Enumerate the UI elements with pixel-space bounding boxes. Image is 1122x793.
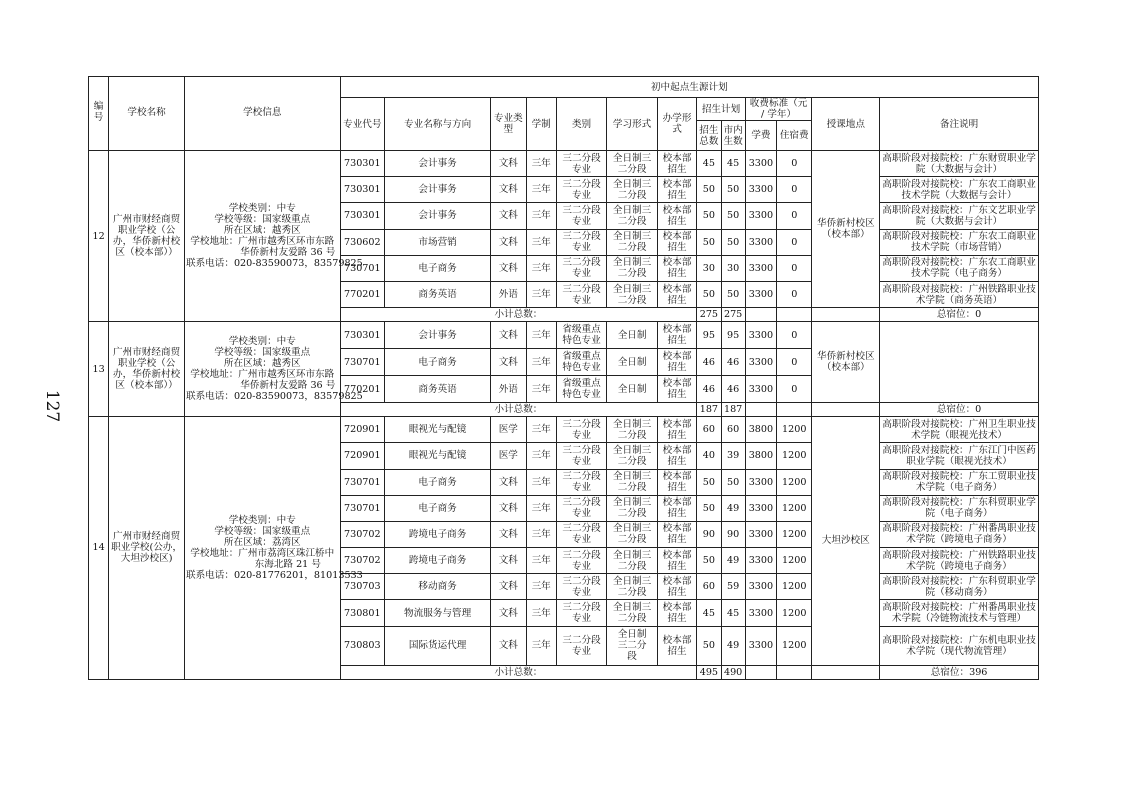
major-code: 720901 xyxy=(340,443,384,469)
major-code: 730301 xyxy=(340,151,384,177)
major-code: 720901 xyxy=(340,417,384,443)
school-no: 12 xyxy=(89,151,109,322)
category: 三二分段专业 xyxy=(556,281,607,307)
enroll-total: 50 xyxy=(697,229,721,255)
school-level: 学校等级：国家级重点 xyxy=(214,347,311,359)
major-type: 医学 xyxy=(491,417,526,443)
study-form: 全日制三二分段 xyxy=(607,626,658,665)
header-major-name: 专业名称与方向 xyxy=(385,98,491,151)
enroll-total: 60 xyxy=(697,574,721,600)
major-type: 外语 xyxy=(491,376,526,403)
header-tuition: 学费 xyxy=(745,121,776,151)
enroll-total: 95 xyxy=(697,322,721,349)
subtotal-tuition xyxy=(745,308,776,322)
remark: 高职阶段对接院校：广东农工商职业技术学院（大数据与会计） xyxy=(880,177,1039,203)
header-school-name: 学校名称 xyxy=(109,77,185,151)
header-plan-title: 初中起点生源计划 xyxy=(340,77,1038,98)
study-form: 全日制三二分段 xyxy=(607,281,658,307)
lodging: 0 xyxy=(777,229,812,255)
major-type: 文科 xyxy=(491,203,526,229)
major-name: 商务英语 xyxy=(385,376,491,403)
duration: 三年 xyxy=(526,177,556,203)
remark: 高职阶段对接院校：广州卫生职业技术学院（眼视光技术） xyxy=(880,417,1039,443)
subtotal-lodging xyxy=(777,308,812,322)
major-code: 730301 xyxy=(340,203,384,229)
school-phone: 联系电话：020-81776201，81013533 xyxy=(185,569,363,581)
category: 三二分段专业 xyxy=(556,255,607,281)
major-name: 电子商务 xyxy=(385,255,491,281)
header-study-form: 学习形式 xyxy=(607,98,658,151)
tuition: 3300 xyxy=(745,548,776,574)
remark xyxy=(880,322,1039,403)
lodging: 1200 xyxy=(777,600,812,626)
major-code: 730701 xyxy=(340,495,384,521)
lodging: 0 xyxy=(777,177,812,203)
enroll-city: 50 xyxy=(721,203,745,229)
remark: 高职阶段对接院校：广东科贸职业学院（移动商务） xyxy=(880,574,1039,600)
duration: 三年 xyxy=(526,469,556,495)
duration: 三年 xyxy=(526,417,556,443)
page-number: 127 xyxy=(42,389,63,423)
major-code: 730803 xyxy=(340,626,384,665)
subtotal-total: 495 xyxy=(697,665,721,679)
school-address-cont: 华侨新村友爱路 36 号 xyxy=(240,380,336,392)
tuition: 3800 xyxy=(745,443,776,469)
lodging: 0 xyxy=(777,255,812,281)
header-duration: 学制 xyxy=(526,98,556,151)
duration: 三年 xyxy=(526,376,556,403)
school-address: 学校地址：广州市越秀区环市东路 xyxy=(190,369,335,381)
major-type: 外语 xyxy=(491,281,526,307)
run-form: 校本部招生 xyxy=(657,177,696,203)
duration: 三年 xyxy=(526,255,556,281)
subtotal-city: 275 xyxy=(721,308,745,322)
major-code: 730301 xyxy=(340,322,384,349)
duration: 三年 xyxy=(526,495,556,521)
school-address-cont: 东海北路 21 号 xyxy=(254,558,321,570)
major-code: 730701 xyxy=(340,469,384,495)
enroll-total: 50 xyxy=(697,495,721,521)
school-phone: 联系电话：020-83590073，83579825 xyxy=(185,391,363,403)
major-name: 会计事务 xyxy=(385,322,491,349)
major-name: 移动商务 xyxy=(385,574,491,600)
tuition: 3300 xyxy=(745,255,776,281)
enroll-total: 50 xyxy=(697,548,721,574)
enroll-city: 50 xyxy=(721,177,745,203)
category: 三二分段专业 xyxy=(556,495,607,521)
tuition: 3300 xyxy=(745,376,776,403)
run-form: 校本部招生 xyxy=(657,548,696,574)
category: 省级重点特色专业 xyxy=(556,349,607,376)
school-address: 学校地址：广州市荔湾区珠江桥中 xyxy=(190,547,335,559)
major-code: 730301 xyxy=(340,177,384,203)
category: 三二分段专业 xyxy=(556,443,607,469)
enroll-city: 46 xyxy=(721,376,745,403)
header-lodging: 住宿费 xyxy=(777,121,812,151)
header-fee-standard: 收费标准（元 / 学年） xyxy=(745,98,812,121)
subtotal-dorms: 总宿位：0 xyxy=(880,308,1039,322)
duration: 三年 xyxy=(526,548,556,574)
major-name: 市场营销 xyxy=(385,229,491,255)
enroll-city: 45 xyxy=(721,151,745,177)
school-level: 学校等级：国家级重点 xyxy=(214,525,311,537)
enroll-city: 49 xyxy=(721,495,745,521)
table-row xyxy=(89,417,1039,443)
study-form: 全日制三二分段 xyxy=(607,600,658,626)
duration: 三年 xyxy=(526,626,556,665)
table-row xyxy=(89,151,1039,177)
run-form: 校本部招生 xyxy=(657,521,696,547)
school-district: 所在区域：越秀区 xyxy=(223,225,301,237)
major-type: 文科 xyxy=(491,349,526,376)
study-form: 全日制三二分段 xyxy=(607,255,658,281)
major-code: 730701 xyxy=(340,349,384,376)
run-form: 校本部招生 xyxy=(657,203,696,229)
study-form: 全日制三二分段 xyxy=(607,548,658,574)
subtotal-tuition xyxy=(745,665,776,679)
run-form: 校本部招生 xyxy=(657,255,696,281)
category: 三二分段专业 xyxy=(556,151,607,177)
enroll-total: 50 xyxy=(697,626,721,665)
run-form: 校本部招生 xyxy=(657,626,696,665)
run-form: 校本部招生 xyxy=(657,151,696,177)
enroll-total: 30 xyxy=(697,255,721,281)
duration: 三年 xyxy=(526,229,556,255)
major-type: 文科 xyxy=(491,469,526,495)
major-type: 文科 xyxy=(491,548,526,574)
run-form: 校本部招生 xyxy=(657,229,696,255)
run-form: 校本部招生 xyxy=(657,349,696,376)
enroll-total: 50 xyxy=(697,203,721,229)
teaching-location: 华侨新村校区（校本部） xyxy=(812,322,880,403)
major-type: 文科 xyxy=(491,151,526,177)
study-form: 全日制三二分段 xyxy=(607,229,658,255)
category: 三二分段专业 xyxy=(556,626,607,665)
subtotal-dorms: 总宿位：0 xyxy=(880,403,1039,417)
run-form: 校本部招生 xyxy=(657,495,696,521)
study-form: 全日制 xyxy=(607,349,658,376)
run-form: 校本部招生 xyxy=(657,574,696,600)
major-code: 730602 xyxy=(340,229,384,255)
duration: 三年 xyxy=(526,443,556,469)
header-enroll-plan: 招生计划 xyxy=(697,98,746,121)
duration: 三年 xyxy=(526,600,556,626)
header-city: 市内生数 xyxy=(721,121,745,151)
run-form: 校本部招生 xyxy=(657,443,696,469)
major-name: 物流服务与管理 xyxy=(385,600,491,626)
remark: 高职阶段对接院校：广东财贸职业学院（大数据与会计） xyxy=(880,151,1039,177)
enroll-city: 49 xyxy=(721,626,745,665)
enroll-city: 39 xyxy=(721,443,745,469)
remark: 高职阶段对接院校：广东江门中医药职业学院（眼视光技术） xyxy=(880,443,1039,469)
duration: 三年 xyxy=(526,151,556,177)
lodging: 1200 xyxy=(777,574,812,600)
school-district: 所在区域：越秀区 xyxy=(223,358,301,370)
run-form: 校本部招生 xyxy=(657,376,696,403)
enroll-total: 90 xyxy=(697,521,721,547)
enroll-city: 60 xyxy=(721,417,745,443)
major-type: 文科 xyxy=(491,255,526,281)
duration: 三年 xyxy=(526,521,556,547)
category: 三二分段专业 xyxy=(556,521,607,547)
subtotal-label: 小计总数： xyxy=(340,308,697,322)
header-major-code: 专业代号 xyxy=(340,98,384,151)
category: 三二分段专业 xyxy=(556,417,607,443)
remark: 高职阶段对接院校：广东农工商职业技术学院（电子商务） xyxy=(880,255,1039,281)
lodging: 1200 xyxy=(777,443,812,469)
enroll-city: 49 xyxy=(721,548,745,574)
enroll-total: 45 xyxy=(697,600,721,626)
category: 三二分段专业 xyxy=(556,548,607,574)
major-code: 730701 xyxy=(340,255,384,281)
lodging: 0 xyxy=(777,281,812,307)
major-type: 文科 xyxy=(491,521,526,547)
remark: 高职阶段对接院校：广东机电职业技术学院（现代物流管理） xyxy=(880,626,1039,665)
lodging: 0 xyxy=(777,349,812,376)
school-level: 学校等级：国家级重点 xyxy=(214,214,311,226)
major-type: 文科 xyxy=(491,177,526,203)
lodging: 0 xyxy=(777,151,812,177)
major-name: 商务英语 xyxy=(385,281,491,307)
enroll-total: 40 xyxy=(697,443,721,469)
duration: 三年 xyxy=(526,281,556,307)
subtotal-lodging xyxy=(777,665,812,679)
tuition: 3300 xyxy=(745,203,776,229)
study-form: 全日制三二分段 xyxy=(607,177,658,203)
major-code: 770201 xyxy=(340,281,384,307)
tuition: 3300 xyxy=(745,177,776,203)
school-phone: 联系电话：020-83590073，83579825 xyxy=(185,258,363,270)
header-major-type: 专业类型 xyxy=(491,98,526,151)
subtotal-total: 187 xyxy=(697,403,721,417)
subtotal-dorms: 总宿位：396 xyxy=(880,665,1039,679)
enroll-total: 45 xyxy=(697,151,721,177)
subtotal-tuition xyxy=(745,403,776,417)
school-no: 14 xyxy=(89,417,109,680)
study-form: 全日制 xyxy=(607,376,658,403)
subtotal-city: 187 xyxy=(721,403,745,417)
enroll-total: 60 xyxy=(697,417,721,443)
school-no: 13 xyxy=(89,322,109,417)
school-category: 学校类别：中专 xyxy=(228,336,296,348)
run-form: 校本部招生 xyxy=(657,322,696,349)
category: 三二分段专业 xyxy=(556,229,607,255)
tuition: 3300 xyxy=(745,281,776,307)
enroll-city: 50 xyxy=(721,469,745,495)
lodging: 1200 xyxy=(777,495,812,521)
category: 三二分段专业 xyxy=(556,177,607,203)
enroll-city: 30 xyxy=(721,255,745,281)
subtotal-location xyxy=(812,665,880,679)
duration: 三年 xyxy=(526,574,556,600)
teaching-location: 华侨新村校区（校本部） xyxy=(812,151,880,308)
major-name: 眼视光与配镜 xyxy=(385,443,491,469)
category: 省级重点特色专业 xyxy=(556,376,607,403)
tuition: 3800 xyxy=(745,417,776,443)
remark: 高职阶段对接院校：广东科贸职业学院（电子商务） xyxy=(880,495,1039,521)
subtotal-label: 小计总数： xyxy=(340,665,697,679)
major-type: 文科 xyxy=(491,229,526,255)
header-school-info: 学校信息 xyxy=(184,77,340,151)
enroll-city: 90 xyxy=(721,521,745,547)
lodging: 0 xyxy=(777,203,812,229)
subtotal-location xyxy=(812,403,880,417)
major-name: 会计事务 xyxy=(385,151,491,177)
major-name: 国际货运代理 xyxy=(385,626,491,665)
major-code: 730702 xyxy=(340,548,384,574)
lodging: 1200 xyxy=(777,548,812,574)
major-name: 会计事务 xyxy=(385,203,491,229)
teaching-location: 大坦沙校区 xyxy=(812,417,880,666)
duration: 三年 xyxy=(526,203,556,229)
major-code: 730702 xyxy=(340,521,384,547)
header-location: 授课地点 xyxy=(812,98,880,151)
major-name: 电子商务 xyxy=(385,349,491,376)
enroll-city: 50 xyxy=(721,281,745,307)
school-category: 学校类别：中专 xyxy=(228,203,296,215)
school-name: 广州市财经商贸职业学校（公办，华侨新村校区（校本部）） xyxy=(109,322,185,417)
study-form: 全日制 xyxy=(607,322,658,349)
subtotal-city: 490 xyxy=(721,665,745,679)
tuition: 3300 xyxy=(745,626,776,665)
major-name: 跨境电子商务 xyxy=(385,521,491,547)
subtotal-lodging xyxy=(777,403,812,417)
major-name: 电子商务 xyxy=(385,469,491,495)
remark: 高职阶段对接院校：广州铁路职业技术学院（商务英语） xyxy=(880,281,1039,307)
lodging: 1200 xyxy=(777,417,812,443)
lodging: 0 xyxy=(777,376,812,403)
enroll-city: 95 xyxy=(721,322,745,349)
run-form: 校本部招生 xyxy=(657,417,696,443)
category: 三二分段专业 xyxy=(556,203,607,229)
header-category: 类别 xyxy=(556,98,607,151)
run-form: 校本部招生 xyxy=(657,469,696,495)
lodging: 1200 xyxy=(777,521,812,547)
major-name: 会计事务 xyxy=(385,177,491,203)
remark: 高职阶段对接院校：广州番禺职业技术学院（跨境电子商务） xyxy=(880,521,1039,547)
tuition: 3300 xyxy=(745,469,776,495)
subtotal-label: 小计总数： xyxy=(340,403,697,417)
tuition: 3300 xyxy=(745,521,776,547)
major-code: 730801 xyxy=(340,600,384,626)
header-no: 编号 xyxy=(89,77,109,151)
tuition: 3300 xyxy=(745,322,776,349)
major-name: 眼视光与配镜 xyxy=(385,417,491,443)
enroll-total: 50 xyxy=(697,177,721,203)
major-type: 文科 xyxy=(491,495,526,521)
school-address-cont: 华侨新村友爱路 36 号 xyxy=(240,247,336,259)
study-form: 全日制三二分段 xyxy=(607,203,658,229)
remark: 高职阶段对接院校：广东文艺职业学院（大数据与会计） xyxy=(880,203,1039,229)
study-form: 全日制三二分段 xyxy=(607,495,658,521)
remark: 高职阶段对接院校：广州番禺职业技术学院（冷链物流技术与管理） xyxy=(880,600,1039,626)
header-run-form: 办学形式 xyxy=(657,98,696,151)
enroll-total: 50 xyxy=(697,469,721,495)
subtotal-total: 275 xyxy=(697,308,721,322)
remark: 高职阶段对接院校：广州铁路职业技术学院（跨境电子商务） xyxy=(880,548,1039,574)
category: 三二分段专业 xyxy=(556,600,607,626)
major-type: 文科 xyxy=(491,574,526,600)
major-name: 电子商务 xyxy=(385,495,491,521)
study-form: 全日制三二分段 xyxy=(607,521,658,547)
run-form: 校本部招生 xyxy=(657,281,696,307)
major-type: 文科 xyxy=(491,626,526,665)
school-address: 学校地址：广州市越秀区环市东路 xyxy=(190,236,335,248)
enrollment-plan-table xyxy=(88,76,1039,680)
header-total: 招生总数 xyxy=(697,121,721,151)
enroll-total: 46 xyxy=(697,349,721,376)
tuition: 3300 xyxy=(745,229,776,255)
enroll-total: 50 xyxy=(697,281,721,307)
major-type: 文科 xyxy=(491,322,526,349)
study-form: 全日制三二分段 xyxy=(607,151,658,177)
enroll-city: 46 xyxy=(721,349,745,376)
category: 三二分段专业 xyxy=(556,469,607,495)
duration: 三年 xyxy=(526,349,556,376)
major-type: 医学 xyxy=(491,443,526,469)
school-district: 所在区域：荔湾区 xyxy=(223,536,301,548)
enroll-city: 45 xyxy=(721,600,745,626)
category: 三二分段专业 xyxy=(556,574,607,600)
header-remarks: 备注说明 xyxy=(880,98,1039,151)
study-form: 全日制三二分段 xyxy=(607,443,658,469)
table-row xyxy=(89,322,1039,349)
major-code: 730703 xyxy=(340,574,384,600)
study-form: 全日制三二分段 xyxy=(607,574,658,600)
category: 省级重点特色专业 xyxy=(556,322,607,349)
study-form: 全日制三二分段 xyxy=(607,469,658,495)
tuition: 3300 xyxy=(745,600,776,626)
lodging: 1200 xyxy=(777,626,812,665)
major-name: 跨境电子商务 xyxy=(385,548,491,574)
school-category: 学校类别：中专 xyxy=(228,514,296,526)
enroll-city: 59 xyxy=(721,574,745,600)
run-form: 校本部招生 xyxy=(657,600,696,626)
tuition: 3300 xyxy=(745,574,776,600)
enroll-city: 50 xyxy=(721,229,745,255)
school-name: 广州市财经商贸职业学校(公办，大坦沙校区) xyxy=(109,417,185,680)
study-form: 全日制三二分段 xyxy=(607,417,658,443)
major-code: 770201 xyxy=(340,376,384,403)
tuition: 3300 xyxy=(745,151,776,177)
lodging: 0 xyxy=(777,322,812,349)
remark: 高职阶段对接院校：广东工贸职业技术学院（电子商务） xyxy=(880,469,1039,495)
remark: 高职阶段对接院校：广东农工商职业技术学院（市场营销） xyxy=(880,229,1039,255)
enroll-total: 46 xyxy=(697,376,721,403)
subtotal-location xyxy=(812,308,880,322)
major-type: 文科 xyxy=(491,600,526,626)
school-name: 广州市财经商贸职业学校（公办，华侨新村校区（校本部）） xyxy=(109,151,185,322)
tuition: 3300 xyxy=(745,495,776,521)
tuition: 3300 xyxy=(745,349,776,376)
lodging: 1200 xyxy=(777,469,812,495)
duration: 三年 xyxy=(526,322,556,349)
